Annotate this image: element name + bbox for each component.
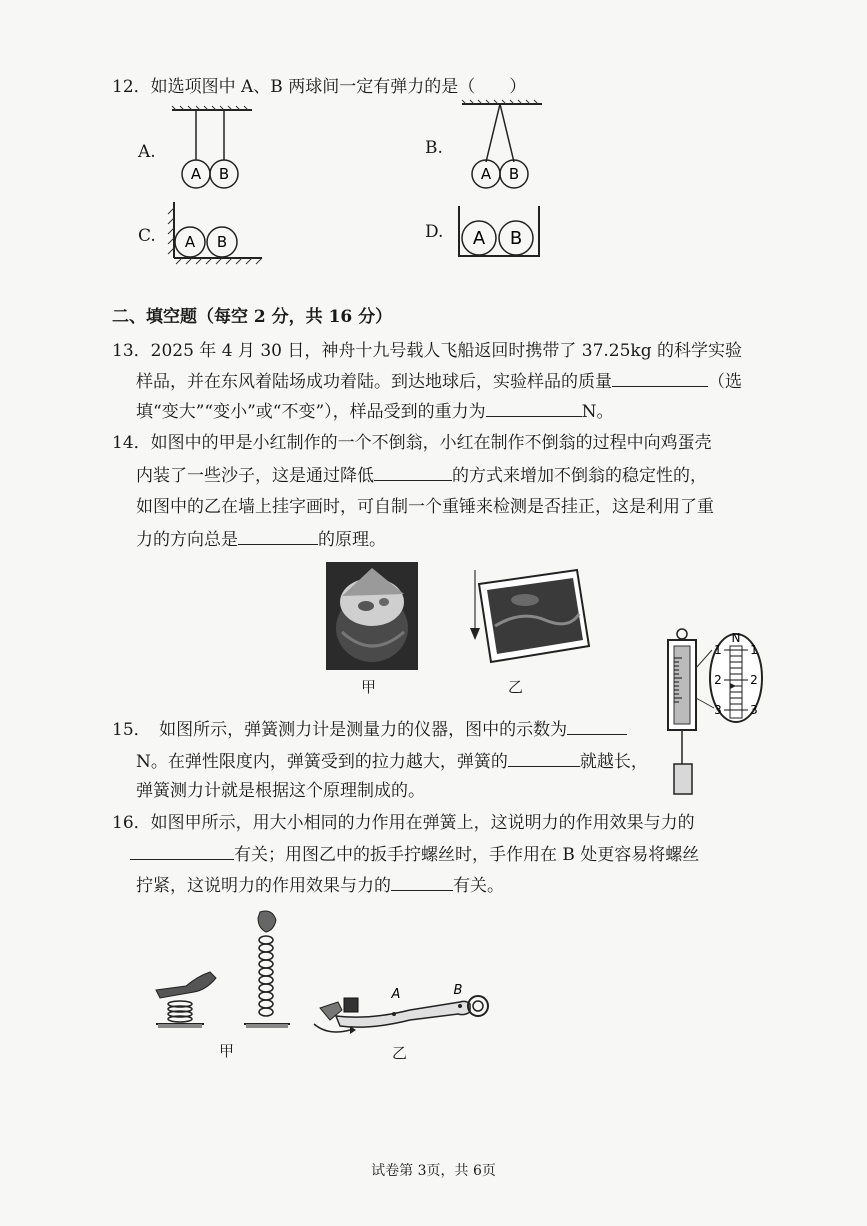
q15-blank-1[interactable] (567, 718, 627, 735)
q14-label-yi: 乙 (508, 678, 524, 696)
q12-c-ball-a: A (184, 233, 196, 251)
spring-scale-figure (660, 628, 772, 800)
q12-d-ball-a: A (472, 228, 486, 249)
q15-line-2a: N。在弹性限度内，弹簧受到的拉力越大，弹簧的 (136, 752, 508, 772)
q16-line-2b: 有关；用图乙中的扳手拧螺丝时，手作用在 B 处更容易将螺丝 (234, 845, 700, 865)
q12-option-b-label: B. (425, 138, 443, 158)
q12-option-d-label: D. (425, 222, 444, 242)
q12-a-ball-a: A (190, 165, 202, 183)
q16-line-2 (130, 843, 699, 866)
q15-line-1 (112, 718, 627, 741)
q14-line-4 (136, 528, 386, 551)
q14-line-2 (136, 464, 707, 487)
q12-d-ball-b: B (509, 228, 523, 249)
q16-label-yi: 乙 (392, 1044, 408, 1062)
scale-unit-n: N (731, 631, 741, 645)
q12-a-ball-b: B (218, 165, 230, 183)
q16-label-jia: 甲 (219, 1042, 235, 1060)
q13-line-2 (136, 370, 742, 393)
q15-line-2b: 就越长， (579, 752, 648, 772)
q12-option-a-label: A. (138, 142, 156, 162)
scale-tick-left-1: 1 (714, 643, 722, 657)
q16-line-1: 16．如图甲所示，用大小相同的力作用在弹簧上，这说明力的作用效果与力的 (112, 813, 695, 833)
q12-b-ball-a: A (480, 165, 492, 183)
wrench-point-b: B (453, 983, 463, 998)
q14-line-1: 14．如图中的甲是小红制作的一个不倒翁，小红在制作不倒翁的过程中向鸡蛋壳 (112, 433, 712, 453)
q12-option-c-label: C. (138, 226, 156, 246)
springs-figure (150, 906, 300, 1036)
q12-b-ball-b: B (508, 165, 520, 183)
q15-blank-2[interactable] (508, 750, 580, 767)
hanging-picture-figure (465, 566, 591, 674)
q16-line-3 (136, 874, 504, 897)
q12-figure-c (166, 200, 266, 266)
section-2-title: 二、填空题（每空 2 分，共 16 分） (112, 307, 393, 327)
q13-line-2a: 样品，并在东风着陆场成功着陆。到达地球后，实验样品的质量 (136, 372, 612, 392)
q12-figure-d (456, 204, 542, 260)
q14-blank-1[interactable] (374, 464, 452, 481)
q14-line-3: 如图中的乙在墙上挂字画时，可自制一个重锤来检测是否挂正，这是利用了重 (136, 497, 714, 517)
q16-blank-1[interactable] (130, 843, 234, 860)
tumbler-photo (326, 562, 418, 670)
scale-tick-left-3: 3 (714, 703, 722, 717)
q14-label-jia: 甲 (361, 678, 377, 696)
scale-tick-right-2: 2 (750, 673, 758, 687)
q12-stem: 12．如选项图中 A、B 两球间一定有弹力的是（ ） (112, 77, 527, 97)
wrench-point-a: A (391, 987, 401, 1002)
q12-c-ball-b: B (216, 233, 228, 251)
q12-figure-a (168, 106, 258, 192)
scale-tick-right-3: 3 (750, 703, 758, 717)
page-footer: 试卷第 3页，共 6页 (371, 1163, 496, 1179)
wrench-figure (310, 980, 496, 1044)
q13-line-3 (136, 400, 614, 423)
q14-line-4b: 的原理。 (318, 530, 386, 550)
q16-blank-2[interactable] (391, 874, 453, 891)
q12-figure-b (458, 100, 548, 192)
q15-line-3: 弹簧测力计就是根据这个原理制成的。 (136, 781, 425, 801)
q16-line-3a: 拧紧，这说明力的作用效果与力的 (136, 876, 391, 896)
q14-line-2b: 的方式来增加不倒翁的稳定性的， (452, 466, 707, 486)
q15-line-1a: 15． 如图所示，弹簧测力计是测量力的仪器，图中的示数为 (112, 720, 568, 740)
q14-line-2a: 内装了一些沙子，这是通过降低 (136, 466, 374, 486)
q14-line-4a: 力的方向总是 (136, 530, 238, 550)
q13-line-1: 13．2025 年 4 月 30 日，神舟十九号载人飞船返回时携带了 37.25kg 的科学实验 (112, 341, 743, 361)
q13-line-2b: （选 (708, 372, 742, 392)
q13-line-3a: 填“变大”“变小”或“不变”），样品受到的重力为 (136, 402, 486, 422)
q14-blank-2[interactable] (238, 528, 318, 545)
q15-line-2 (136, 750, 648, 773)
scale-tick-left-2: 2 (714, 673, 722, 687)
q13-blank-2[interactable] (486, 400, 582, 417)
q13-blank-1[interactable] (612, 370, 708, 387)
q13-line-3b: N。 (581, 402, 614, 422)
q16-line-3b: 有关。 (453, 876, 504, 896)
scale-tick-right-1: 1 (750, 643, 758, 657)
